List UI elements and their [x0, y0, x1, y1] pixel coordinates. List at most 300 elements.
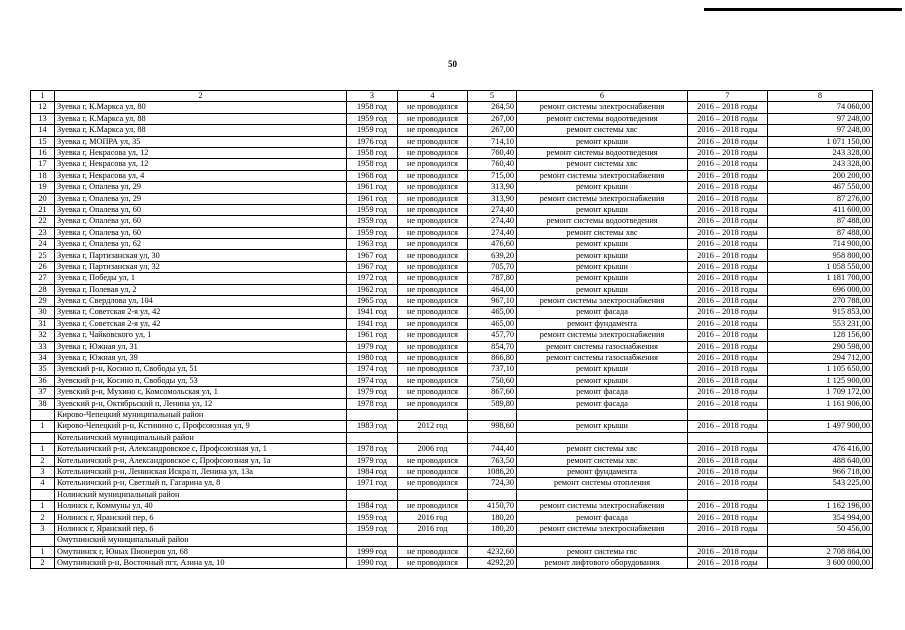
work-type-cell: ремонт системы электроснабжения [517, 501, 688, 512]
table-row [31, 147, 873, 158]
last-repair-cell: не проводился [398, 375, 468, 386]
empty-cell [517, 432, 688, 443]
period-cell: 2016 – 2018 годы [688, 444, 768, 455]
period-cell: 2016 – 2018 годы [688, 170, 768, 181]
work-type-cell: ремонт системы отопления [517, 478, 688, 489]
work-type-cell: ремонт системы хвс [517, 444, 688, 455]
year-cell: 1941 год [347, 307, 398, 318]
row-number: 1 [31, 501, 55, 512]
cost-cell: 543 225,00 [768, 478, 873, 489]
row-number: 32 [31, 330, 55, 341]
empty-cell [517, 489, 688, 500]
empty-cell [398, 489, 468, 500]
area-cell: 457,70 [468, 330, 517, 341]
cost-cell: 270 788,00 [768, 296, 873, 307]
period-cell: 2016 – 2018 годы [688, 352, 768, 363]
last-repair-cell: не проводился [398, 239, 468, 250]
period-cell: 2016 – 2018 годы [688, 501, 768, 512]
section-spacer [31, 432, 55, 443]
period-cell: 2016 – 2018 годы [688, 455, 768, 466]
cost-cell: 1 497 900,00 [768, 421, 873, 432]
row-number: 22 [31, 216, 55, 227]
table-row [31, 364, 873, 375]
work-type-cell: ремонт крыши [517, 273, 688, 284]
address-cell: Зуевка г, Советская 2-я ул, 42 [55, 307, 347, 318]
period-cell: 2016 – 2018 годы [688, 478, 768, 489]
period-cell: 2016 – 2018 годы [688, 375, 768, 386]
cost-cell: 1 162 196,00 [768, 501, 873, 512]
area-cell: 787,80 [468, 273, 517, 284]
work-type-cell: ремонт крыши [517, 239, 688, 250]
cost-cell: 3 600 000,00 [768, 558, 873, 569]
table-row [31, 250, 873, 261]
work-type-cell: ремонт системы водоотведения [517, 147, 688, 158]
period-cell: 2016 – 2018 годы [688, 398, 768, 409]
row-number: 33 [31, 341, 55, 352]
area-cell: 705,70 [468, 261, 517, 272]
work-type-cell: ремонт системы электроснабжения [517, 193, 688, 204]
cost-cell: 50 456,00 [768, 523, 873, 534]
cost-cell: 1 105 650,00 [768, 364, 873, 375]
address-cell: Зуевка г, К.Маркса ул, 80 [55, 102, 347, 113]
last-repair-cell: не проводился [398, 296, 468, 307]
last-repair-cell: не проводился [398, 364, 468, 375]
area-cell: 264,50 [468, 102, 517, 113]
year-cell: 1983 год [347, 421, 398, 432]
cost-cell: 1 181 700,00 [768, 273, 873, 284]
period-cell: 2016 – 2018 годы [688, 136, 768, 147]
district-name: Кирово-Чепецкий муниципальный район [55, 409, 347, 420]
address-cell: Зуевка г, К.Маркса ул, 88 [55, 113, 347, 124]
address-cell: Зуевка г, Некрасова ул, 4 [55, 170, 347, 181]
year-cell: 1980 год [347, 352, 398, 363]
address-cell: Зуевский р-н, Косино п, Свободы ул, 51 [55, 364, 347, 375]
period-cell: 2016 – 2018 годы [688, 318, 768, 329]
row-number: 30 [31, 307, 55, 318]
year-cell: 1959 год [347, 216, 398, 227]
address-cell: Омутнинский р-н, Восточный пгт, Азина ул, 10 [55, 558, 347, 569]
table-row [31, 204, 873, 215]
table-row [31, 159, 873, 170]
period-cell: 2016 – 2018 годы [688, 421, 768, 432]
column-number: 4 [398, 91, 468, 102]
area-cell: 464,00 [468, 284, 517, 295]
year-cell: 1965 год [347, 296, 398, 307]
row-number: 3 [31, 523, 55, 534]
address-cell: Зуевский р-н, Мухино с, Комсомольская ул, 1 [55, 387, 347, 398]
address-cell: Зуевка г, К.Маркса ул, 88 [55, 125, 347, 136]
work-type-cell: ремонт системы хвс [517, 227, 688, 238]
district-section-row [31, 489, 873, 500]
table-row [31, 455, 873, 466]
address-cell: Зуевка г, Некрасова ул, 12 [55, 147, 347, 158]
section-spacer [31, 409, 55, 420]
column-number-row [31, 91, 873, 102]
table-row [31, 125, 873, 136]
column-number: 7 [688, 91, 768, 102]
cost-cell: 294 712,00 [768, 352, 873, 363]
area-cell: 476,60 [468, 239, 517, 250]
area-cell: 866,80 [468, 352, 517, 363]
area-cell: 267,00 [468, 113, 517, 124]
cost-cell: 696 000,00 [768, 284, 873, 295]
last-repair-cell: не проводился [398, 102, 468, 113]
year-cell: 1974 год [347, 364, 398, 375]
empty-cell [398, 432, 468, 443]
table-row [31, 227, 873, 238]
year-cell: 1978 год [347, 444, 398, 455]
table-row [31, 296, 873, 307]
work-type-cell: ремонт крыши [517, 364, 688, 375]
period-cell: 2016 – 2018 годы [688, 159, 768, 170]
district-name: Котельничский муниципальный район [55, 432, 347, 443]
cost-cell: 97 248,00 [768, 125, 873, 136]
year-cell: 1984 год [347, 501, 398, 512]
cost-cell: 714 900,00 [768, 239, 873, 250]
table-row [31, 261, 873, 272]
table-row [31, 421, 873, 432]
period-cell: 2016 – 2018 годы [688, 147, 768, 158]
area-cell: 180,20 [468, 512, 517, 523]
area-cell: 313,90 [468, 193, 517, 204]
address-cell: Зуевка г, Свердлова ул, 104 [55, 296, 347, 307]
last-repair-cell: не проводился [398, 501, 468, 512]
empty-cell [688, 489, 768, 500]
cost-cell: 958 800,00 [768, 250, 873, 261]
section-spacer [31, 535, 55, 546]
period-cell: 2016 – 2018 годы [688, 239, 768, 250]
cost-cell: 74 060,00 [768, 102, 873, 113]
row-number: 27 [31, 273, 55, 284]
cost-cell: 97 248,00 [768, 113, 873, 124]
empty-cell [517, 409, 688, 420]
area-cell: 274,40 [468, 204, 517, 215]
table-row [31, 216, 873, 227]
cost-cell: 290 598,00 [768, 341, 873, 352]
year-cell: 1959 год [347, 227, 398, 238]
empty-cell [688, 409, 768, 420]
year-cell: 1961 год [347, 193, 398, 204]
last-repair-cell: не проводился [398, 170, 468, 181]
period-cell: 2016 – 2018 годы [688, 273, 768, 284]
work-type-cell: ремонт фасада [517, 398, 688, 409]
empty-cell [398, 535, 468, 546]
period-cell: 2016 – 2018 годы [688, 387, 768, 398]
cost-cell: 915 853,00 [768, 307, 873, 318]
year-cell: 1967 год [347, 261, 398, 272]
column-number: 5 [468, 91, 517, 102]
last-repair-cell: не проводился [398, 455, 468, 466]
last-repair-cell: 2012 год [398, 421, 468, 432]
row-number: 25 [31, 250, 55, 261]
last-repair-cell: не проводился [398, 159, 468, 170]
work-type-cell: ремонт системы хвс [517, 455, 688, 466]
district-name: Нолинский муниципальный район [55, 489, 347, 500]
last-repair-cell: не проводился [398, 227, 468, 238]
last-repair-cell: не проводился [398, 193, 468, 204]
period-cell: 2016 – 2018 годы [688, 364, 768, 375]
row-number: 29 [31, 296, 55, 307]
area-cell: 714,10 [468, 136, 517, 147]
cost-cell: 87 276,00 [768, 193, 873, 204]
row-number: 14 [31, 125, 55, 136]
table-row [31, 546, 873, 557]
last-repair-cell: 2006 год [398, 444, 468, 455]
period-cell: 2016 – 2018 годы [688, 216, 768, 227]
last-repair-cell: не проводился [398, 147, 468, 158]
table-row [31, 523, 873, 534]
empty-cell [347, 409, 398, 420]
last-repair-cell: не проводился [398, 136, 468, 147]
column-number: 8 [768, 91, 873, 102]
period-cell: 2016 – 2018 годы [688, 558, 768, 569]
year-cell: 1979 год [347, 455, 398, 466]
table-row [31, 398, 873, 409]
last-repair-cell: не проводился [398, 318, 468, 329]
period-cell: 2016 – 2018 годы [688, 193, 768, 204]
empty-cell [468, 432, 517, 443]
year-cell: 1999 год [347, 546, 398, 557]
address-cell: Нолинск г, Яранский пер, 6 [55, 512, 347, 523]
last-repair-cell: не проводился [398, 284, 468, 295]
table-row [31, 558, 873, 569]
empty-cell [688, 535, 768, 546]
last-repair-cell: не проводился [398, 352, 468, 363]
work-type-cell: ремонт крыши [517, 182, 688, 193]
year-cell: 1941 год [347, 318, 398, 329]
table-row [31, 330, 873, 341]
address-cell: Зуевка г, Опалева ул, 29 [55, 193, 347, 204]
work-type-cell: ремонт системы гвс [517, 546, 688, 557]
last-repair-cell: 2016 год [398, 512, 468, 523]
year-cell: 1961 год [347, 182, 398, 193]
table-row [31, 113, 873, 124]
last-repair-cell: не проводился [398, 204, 468, 215]
cost-cell: 87 488,00 [768, 216, 873, 227]
area-cell: 274,40 [468, 227, 517, 238]
empty-cell [517, 535, 688, 546]
work-type-cell: ремонт фасада [517, 512, 688, 523]
area-cell: 967,10 [468, 296, 517, 307]
year-cell: 1979 год [347, 387, 398, 398]
table-row [31, 341, 873, 352]
area-cell: 639,20 [468, 250, 517, 261]
work-type-cell: ремонт системы электроснабжения [517, 523, 688, 534]
row-number: 28 [31, 284, 55, 295]
district-name: Омутнинский муниципальный район [55, 535, 347, 546]
area-cell: 715,00 [468, 170, 517, 181]
empty-cell [347, 535, 398, 546]
row-number: 15 [31, 136, 55, 147]
table-row [31, 466, 873, 477]
year-cell: 1967 год [347, 250, 398, 261]
year-cell: 1974 год [347, 375, 398, 386]
page-number: 50 [448, 59, 457, 69]
last-repair-cell: не проводился [398, 341, 468, 352]
area-cell: 4292,20 [468, 558, 517, 569]
work-type-cell: ремонт системы электроснабжения [517, 296, 688, 307]
address-cell: Зуевка г, Опалева ул, 29 [55, 182, 347, 193]
work-type-cell: ремонт лифтового оборудования [517, 558, 688, 569]
year-cell: 1962 год [347, 284, 398, 295]
area-cell: 267,00 [468, 125, 517, 136]
address-cell: Котельничский р-н, Светлый п, Гагарина ул, 8 [55, 478, 347, 489]
cost-cell: 1 709 172,00 [768, 387, 873, 398]
last-repair-cell: не проводился [398, 478, 468, 489]
row-number: 23 [31, 227, 55, 238]
work-type-cell: ремонт системы хвс [517, 159, 688, 170]
row-number: 26 [31, 261, 55, 272]
work-type-cell: ремонт системы электроснабжения [517, 330, 688, 341]
row-number: 2 [31, 455, 55, 466]
table-row [31, 182, 873, 193]
repair-register-table [30, 90, 873, 569]
cost-cell: 87 488,00 [768, 227, 873, 238]
area-cell: 760,40 [468, 159, 517, 170]
work-type-cell: ремонт крыши [517, 375, 688, 386]
period-cell: 2016 – 2018 годы [688, 284, 768, 295]
last-repair-cell: не проводился [398, 273, 468, 284]
address-cell: Зуевка г, Южная ул, 31 [55, 341, 347, 352]
work-type-cell: ремонт системы водоотведения [517, 113, 688, 124]
work-type-cell: ремонт фундамента [517, 466, 688, 477]
table-row [31, 239, 873, 250]
address-cell: Зуевка г, Некрасова ул, 12 [55, 159, 347, 170]
last-repair-cell: не проводился [398, 113, 468, 124]
table-row [31, 273, 873, 284]
area-cell: 760,40 [468, 147, 517, 158]
table-row [31, 284, 873, 295]
cost-cell: 354 994,00 [768, 512, 873, 523]
district-section-row [31, 535, 873, 546]
period-cell: 2016 – 2018 годы [688, 466, 768, 477]
address-cell: Зуевка г, Советская 2-я ул, 42 [55, 318, 347, 329]
work-type-cell: ремонт системы хвс [517, 125, 688, 136]
last-repair-cell: не проводился [398, 250, 468, 261]
district-section-row [31, 432, 873, 443]
column-number: 1 [31, 91, 55, 102]
empty-cell [468, 489, 517, 500]
period-cell: 2016 – 2018 годы [688, 227, 768, 238]
last-repair-cell: не проводился [398, 558, 468, 569]
cost-cell: 243 328,00 [768, 147, 873, 158]
empty-cell [768, 409, 873, 420]
area-cell: 737,10 [468, 364, 517, 375]
address-cell: Зуевка г, Опалева ул, 60 [55, 216, 347, 227]
year-cell: 1976 год [347, 136, 398, 147]
year-cell: 1972 год [347, 273, 398, 284]
last-repair-cell: не проводился [398, 216, 468, 227]
table-row [31, 501, 873, 512]
table-row [31, 102, 873, 113]
year-cell: 1963 год [347, 239, 398, 250]
year-cell: 1961 год [347, 330, 398, 341]
address-cell: Зуевка г, Чайковского ул, 1 [55, 330, 347, 341]
address-cell: Котельничский р-н, Ленинская Искра п, Ленина ул, 13а [55, 466, 347, 477]
area-cell: 465,00 [468, 307, 517, 318]
cost-cell: 1 058 550,00 [768, 261, 873, 272]
period-cell: 2016 – 2018 годы [688, 113, 768, 124]
empty-cell [468, 409, 517, 420]
row-number: 34 [31, 352, 55, 363]
cost-cell: 553 231,00 [768, 318, 873, 329]
period-cell: 2016 – 2018 годы [688, 125, 768, 136]
work-type-cell: ремонт крыши [517, 204, 688, 215]
area-cell: 750,60 [468, 375, 517, 386]
address-cell: Зуевка г, Опалева ул, 62 [55, 239, 347, 250]
period-cell: 2016 – 2018 годы [688, 250, 768, 261]
table-body [31, 91, 873, 569]
row-number: 13 [31, 113, 55, 124]
table-row [31, 352, 873, 363]
cost-cell: 411 600,00 [768, 204, 873, 215]
empty-cell [398, 409, 468, 420]
address-cell: Зуевка г, Опалева ул, 60 [55, 204, 347, 215]
last-repair-cell: не проводился [398, 546, 468, 557]
last-repair-cell: не проводился [398, 125, 468, 136]
year-cell: 1958 год [347, 147, 398, 158]
table-row [31, 136, 873, 147]
work-type-cell: ремонт системы электроснабжения [517, 170, 688, 181]
work-type-cell: ремонт системы электроснабжения [517, 102, 688, 113]
district-section-row [31, 409, 873, 420]
period-cell: 2016 – 2018 годы [688, 261, 768, 272]
cost-cell: 1 125 900,00 [768, 375, 873, 386]
section-spacer [31, 489, 55, 500]
area-cell: 1086,20 [468, 466, 517, 477]
cost-cell: 243 328,00 [768, 159, 873, 170]
column-number: 6 [517, 91, 688, 102]
address-cell: Зуевский р-н, Октябрьский п, Ленина ул, 12 [55, 398, 347, 409]
year-cell: 1959 год [347, 523, 398, 534]
work-type-cell: ремонт фасада [517, 307, 688, 318]
address-cell: Котельничский р-н, Александровское с, Профсоюзная ул, 1 [55, 444, 347, 455]
area-cell: 313,90 [468, 182, 517, 193]
row-number: 24 [31, 239, 55, 250]
area-cell: 867,60 [468, 387, 517, 398]
period-cell: 2016 – 2018 годы [688, 307, 768, 318]
area-cell: 180,20 [468, 523, 517, 534]
cost-cell: 2 708 864,00 [768, 546, 873, 557]
period-cell: 2016 – 2018 годы [688, 512, 768, 523]
period-cell: 2016 – 2018 годы [688, 204, 768, 215]
area-cell: 4150,70 [468, 501, 517, 512]
area-cell: 854,70 [468, 341, 517, 352]
cost-cell: 488 640,00 [768, 455, 873, 466]
area-cell: 4232,60 [468, 546, 517, 557]
work-type-cell: ремонт крыши [517, 284, 688, 295]
year-cell: 1958 год [347, 159, 398, 170]
empty-cell [468, 535, 517, 546]
empty-cell [768, 535, 873, 546]
area-cell: 724,30 [468, 478, 517, 489]
address-cell: Зуевка г, Опалева ул, 60 [55, 227, 347, 238]
period-cell: 2016 – 2018 годы [688, 341, 768, 352]
row-number: 20 [31, 193, 55, 204]
period-cell: 2016 – 2018 годы [688, 523, 768, 534]
address-cell: Зуевский р-н, Косино п, Свободы ул, 53 [55, 375, 347, 386]
row-number: 35 [31, 364, 55, 375]
row-number: 31 [31, 318, 55, 329]
cost-cell: 1 161 906,00 [768, 398, 873, 409]
year-cell: 1959 год [347, 204, 398, 215]
address-cell: Нолинск г, Яранский пер, 6 [55, 523, 347, 534]
period-cell: 2016 – 2018 годы [688, 330, 768, 341]
address-cell: Зуевка г, Полевая ул, 2 [55, 284, 347, 295]
area-cell: 763,50 [468, 455, 517, 466]
work-type-cell: ремонт фундамента [517, 318, 688, 329]
area-cell: 465,00 [468, 318, 517, 329]
